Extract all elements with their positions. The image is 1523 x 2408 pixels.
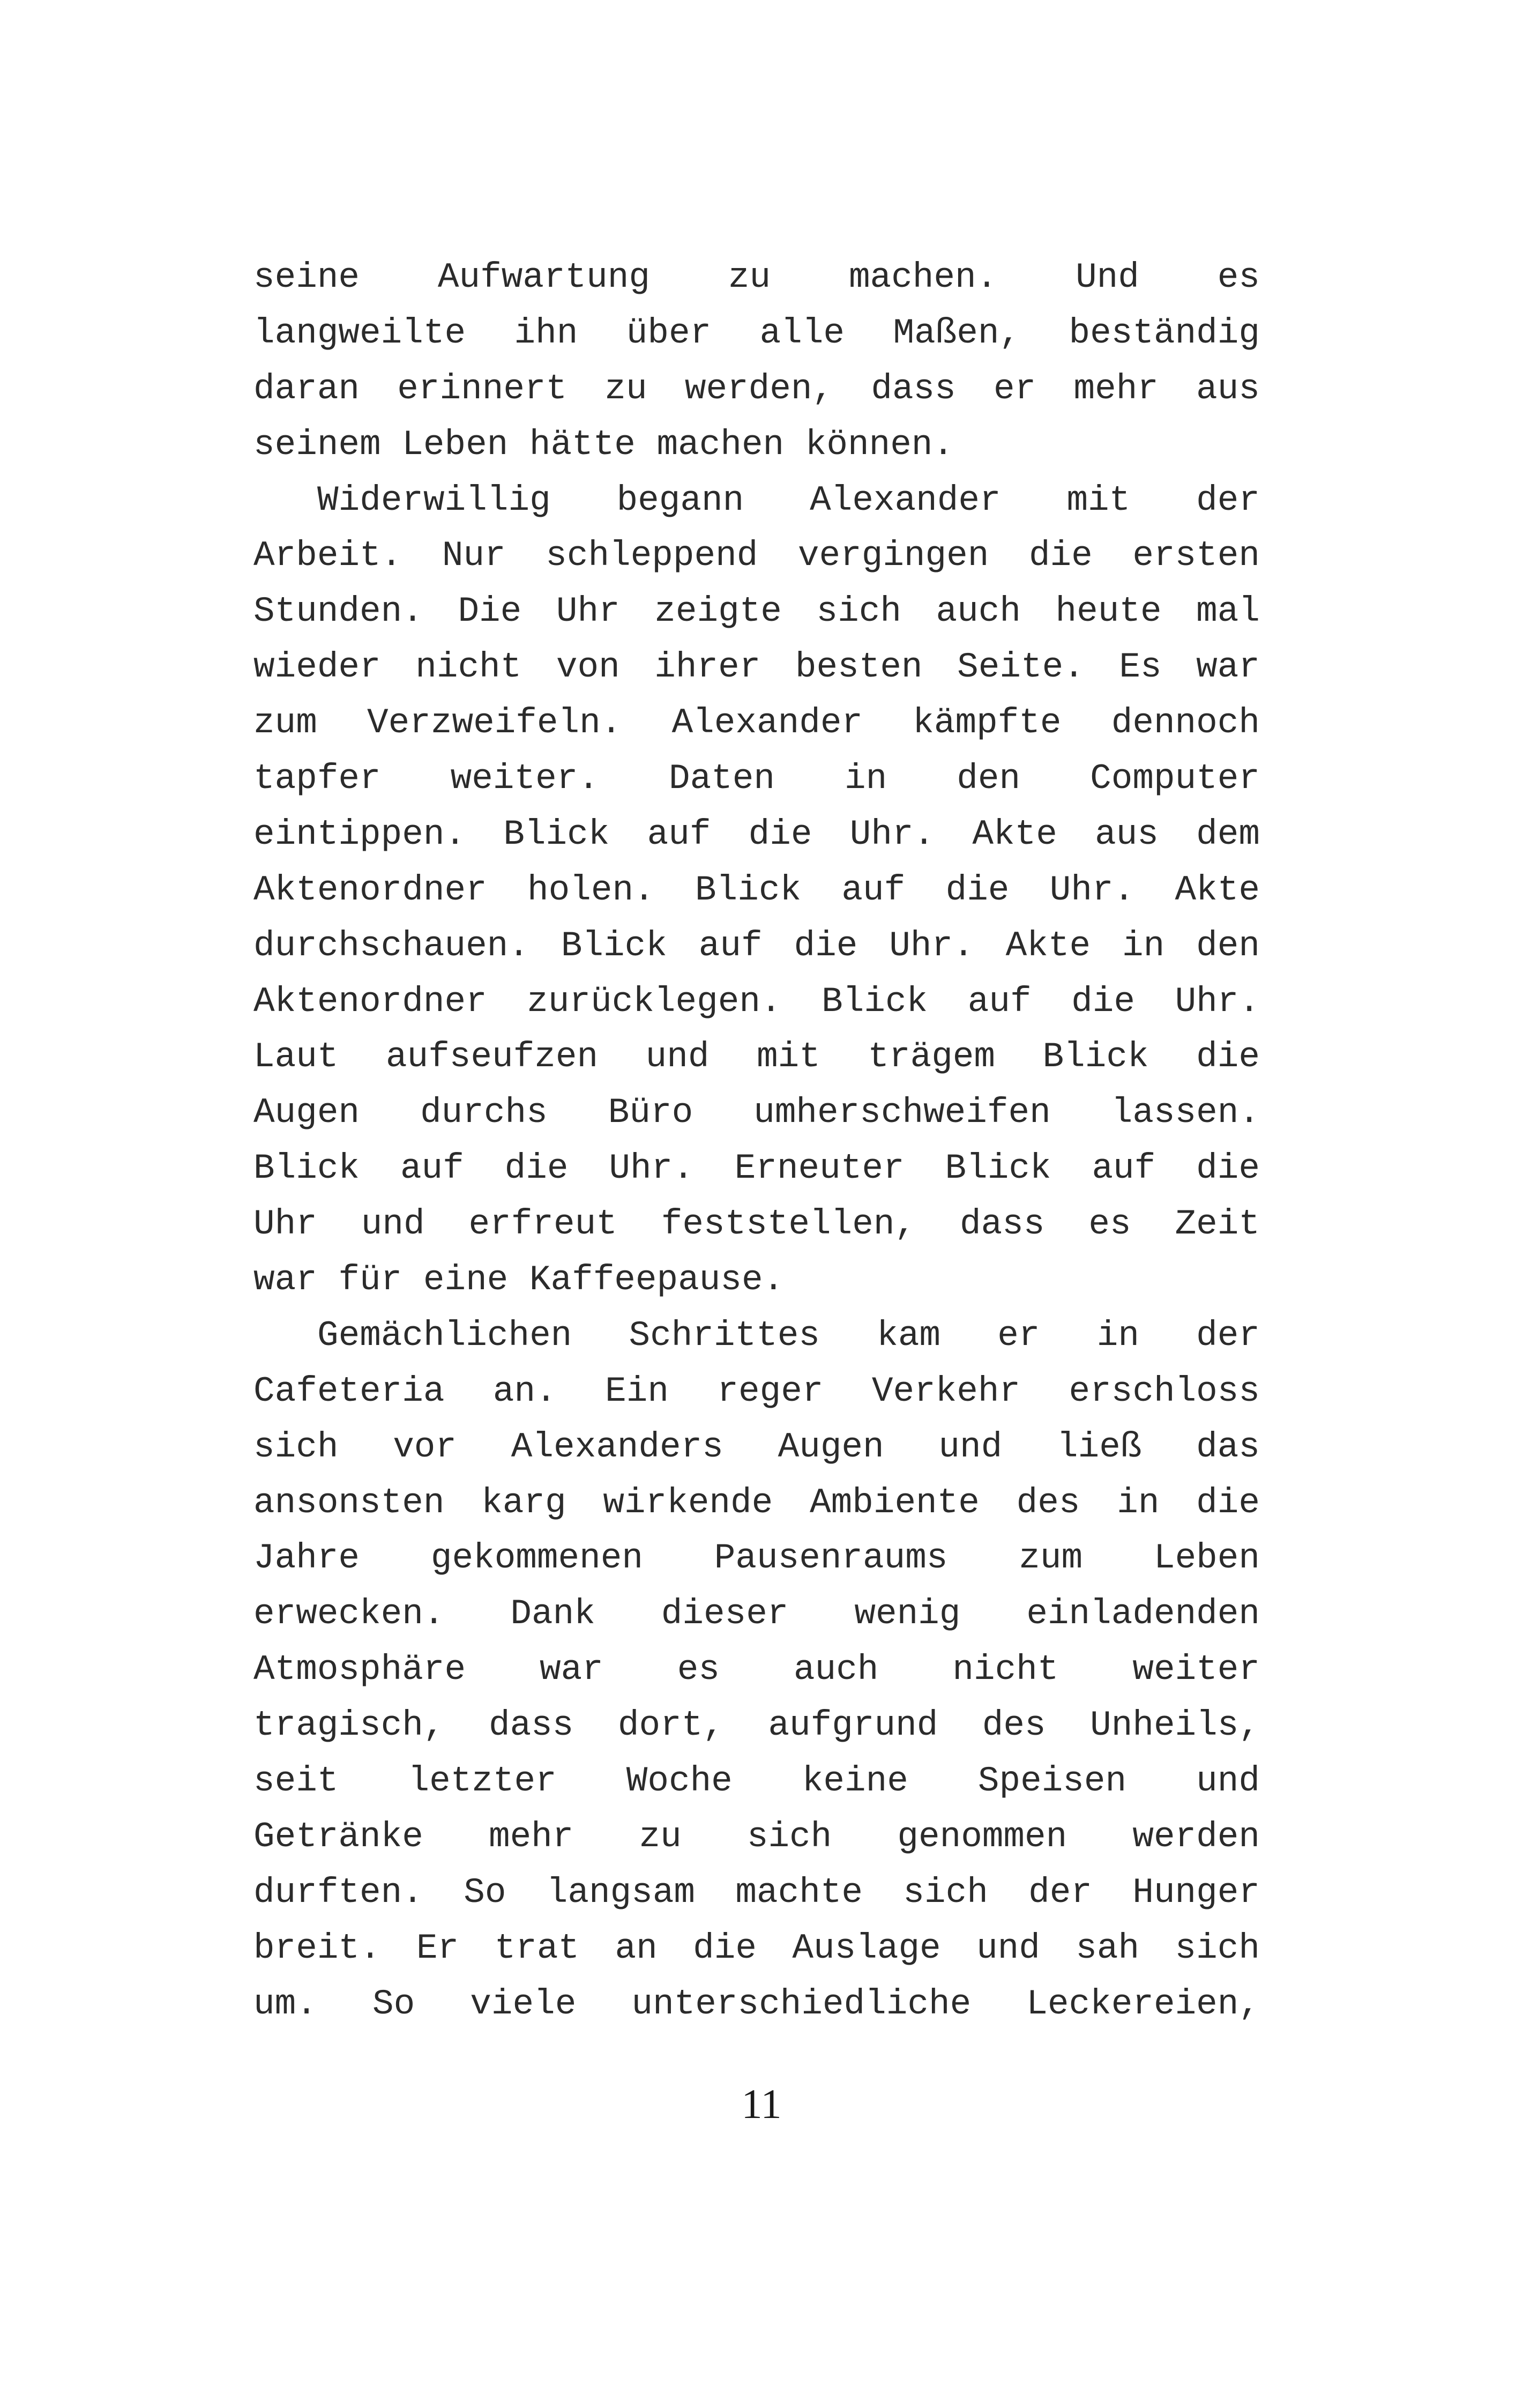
text-line: durchschauen. Blick auf die Uhr. Akte in den xyxy=(253,925,1260,966)
text-line: um. So viele unterschiedliche Leckereien, xyxy=(253,1983,1260,2024)
text-line: Stunden. Die Uhr zeigte sich auch heute mal xyxy=(253,591,1260,632)
text-line: tapfer weiter. Daten in den Computer xyxy=(253,759,1260,799)
text-line: Aktenordner zurücklegen. Blick auf die Uhr. xyxy=(253,981,1260,1022)
page-number: 11 xyxy=(741,2080,782,2127)
text-line: Laut aufseufzen und mit trägem Blick die xyxy=(253,1037,1260,1077)
text-line: Blick auf die Uhr. Erneuter Blick auf die xyxy=(253,1148,1260,1189)
text-line: Aktenordner holen. Blick auf die Uhr. Akte xyxy=(253,869,1260,910)
text-line: Jahre gekommenen Pausenraums zum Leben xyxy=(253,1538,1260,1579)
text-line: daran erinnert zu werden, dass er mehr aus xyxy=(253,368,1260,409)
text-line: Getränke mehr zu sich genommen werden xyxy=(253,1816,1260,1857)
text-line: durften. So langsam machte sich der Hunger xyxy=(253,1872,1260,1913)
text-line: Uhr und erfreut feststellen, dass es Zeit xyxy=(253,1204,1260,1245)
text-line: wieder nicht von ihrer besten Seite. Es war xyxy=(253,647,1260,688)
text-line: breit. Er trat an die Auslage und sah sich xyxy=(253,1928,1260,1968)
text-line: Gemächlichen Schrittes kam er in der xyxy=(317,1315,1260,1356)
paragraph-2 xyxy=(253,473,1260,1308)
text-line: Augen durchs Büro umherschweifen lassen. xyxy=(253,1092,1260,1133)
text-line: zum Verzweifeln. Alexander kämpfte dennoch xyxy=(253,703,1260,744)
text-line: Widerwillig begann Alexander mit der xyxy=(317,480,1260,521)
text-line: erwecken. Dank dieser wenig einladenden xyxy=(253,1594,1260,1634)
paragraph-1 xyxy=(253,250,1260,473)
text-line: Atmosphäre war es auch nicht weiter xyxy=(253,1649,1260,1690)
body-text xyxy=(253,250,1260,2032)
text-line: Cafeteria an. Ein reger Verkehr erschloss xyxy=(253,1371,1260,1411)
text-line: seine Aufwartung zu machen. Und es xyxy=(253,257,1260,298)
text-line: Arbeit. Nur schleppend vergingen die ersten xyxy=(253,536,1260,576)
text-line: tragisch, dass dort, aufgrund des Unheils, xyxy=(253,1705,1260,1746)
text-line: war für eine Kaffeepause. xyxy=(253,1260,785,1300)
text-line: seit letzter Woche keine Speisen und xyxy=(253,1761,1260,1802)
text-line: seinem Leben hätte machen können. xyxy=(253,424,954,465)
text-line: eintippen. Blick auf die Uhr. Akte aus dem xyxy=(253,814,1260,854)
paragraph-3 xyxy=(253,1308,1260,2032)
text-line: ansonsten karg wirkende Ambiente des in die xyxy=(253,1482,1260,1523)
text-line: langweilte ihn über alle Maßen, beständig xyxy=(253,313,1260,353)
text-line: sich vor Alexanders Augen und ließ das xyxy=(253,1426,1260,1467)
